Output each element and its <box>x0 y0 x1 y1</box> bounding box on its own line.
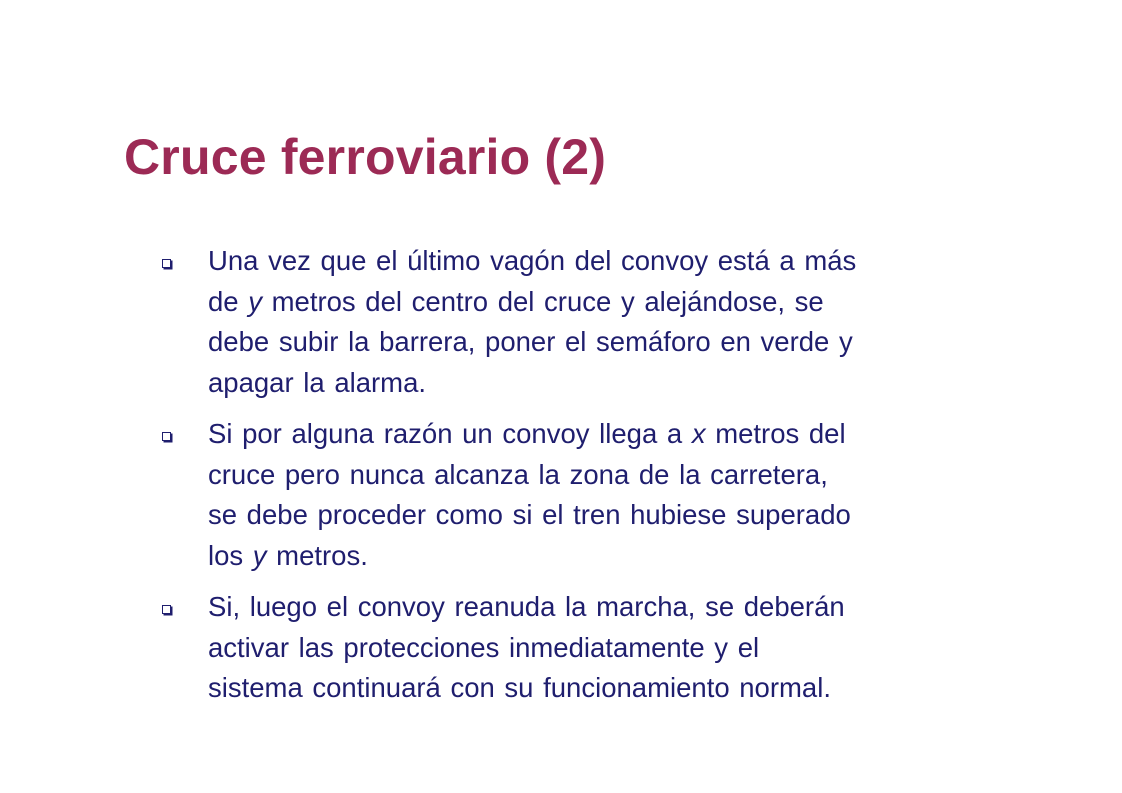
slide-title: Cruce ferroviario (2) <box>124 129 607 185</box>
bullet-line: cruce pero nunca alcanza la zona de la carretera, <box>208 458 828 490</box>
bullet-line: apagar la alarma. <box>208 366 427 398</box>
square-bullet-icon <box>162 432 171 441</box>
bullet-line: activar las protecciones inmediatamente y el <box>208 631 760 663</box>
bullet-line: debe subir la barrera, poner el semáforo en verde y <box>208 326 853 357</box>
square-bullet-icon <box>162 259 171 268</box>
bullet-line: Si, luego el convoy reanuda la marcha, se deberán <box>208 591 845 622</box>
bullet-list <box>160 241 1020 720</box>
bullet-line: Una vez que el último vagón del convoy está a más <box>208 245 857 276</box>
square-bullet-icon <box>162 605 171 614</box>
bullet-line: sistema continuará con su funcionamiento normal. <box>208 672 831 703</box>
bullet-line: se debe proceder como si el tren hubiese superado <box>208 499 851 530</box>
bullet-line: de y metros del centro del cruce y alejándose, se <box>208 285 824 317</box>
bullet-item <box>160 414 1020 576</box>
bullet-line: los y metros. <box>208 539 368 571</box>
bullet-line: Si por alguna razón un convoy llega a x metros del <box>208 418 846 449</box>
bullet-item <box>160 587 1020 709</box>
bullet-item <box>160 241 1020 403</box>
